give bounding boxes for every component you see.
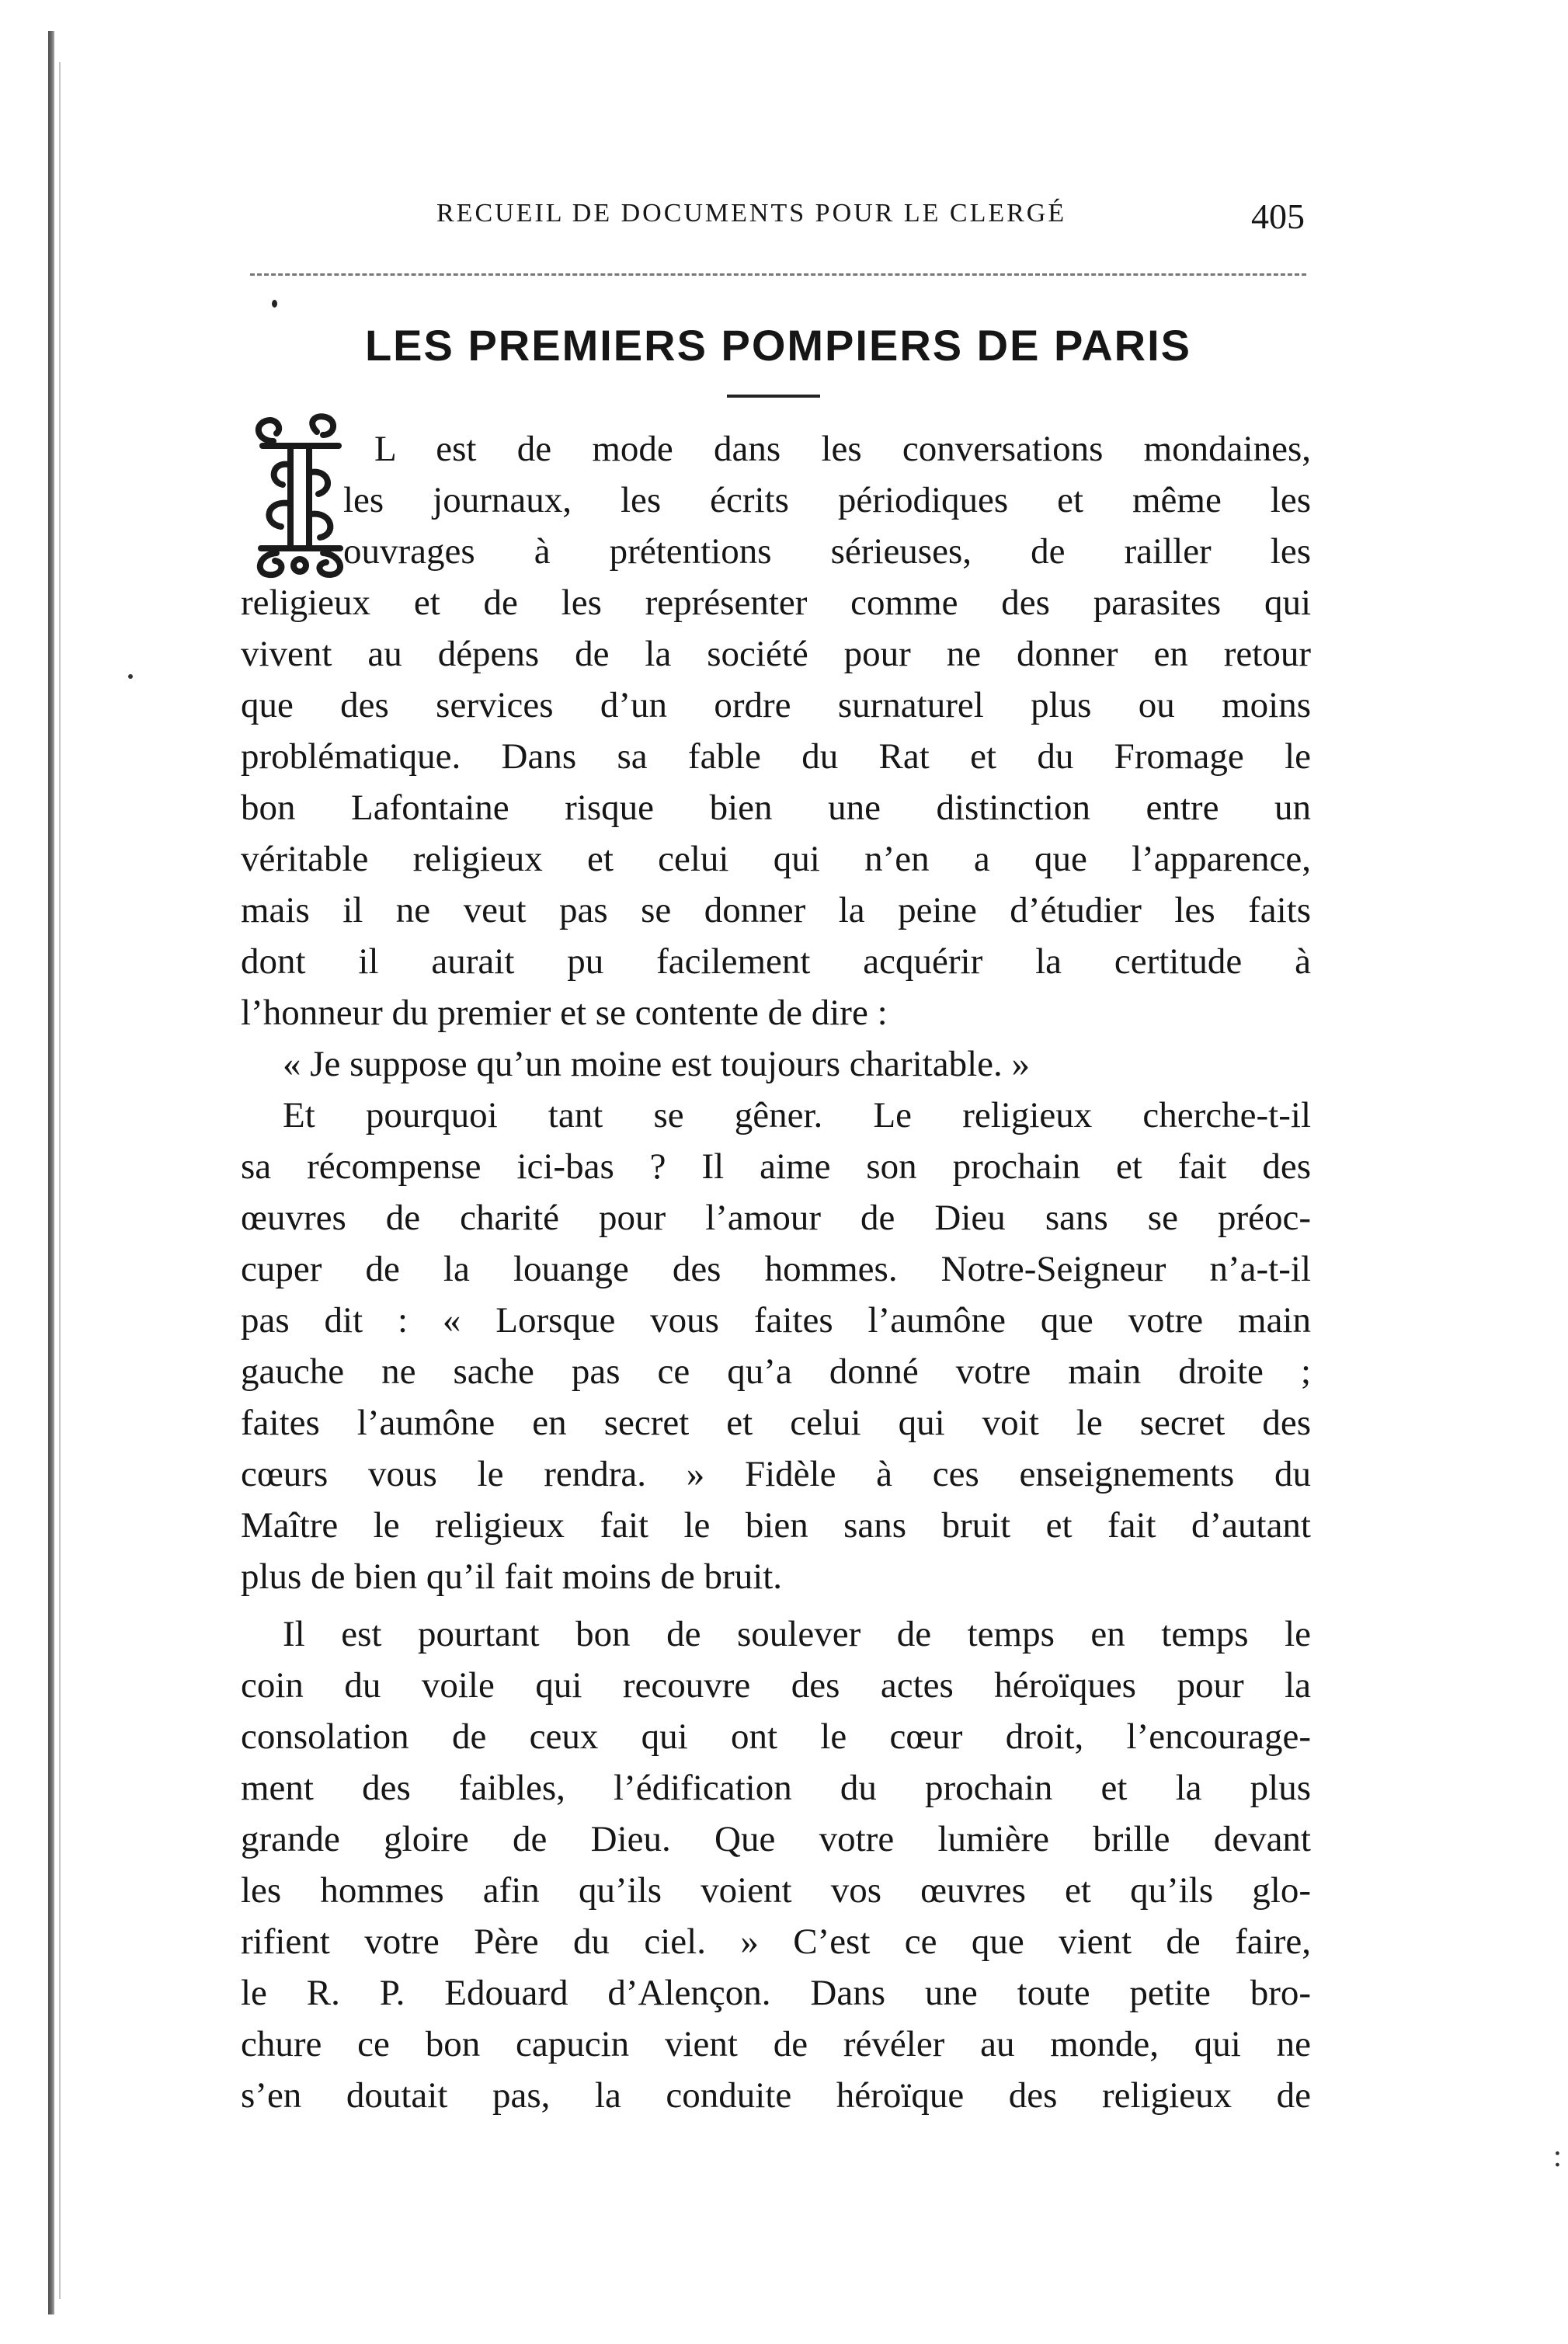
- text-line: s’en doutait pas, la conduite héroïque des religieux de: [241, 2075, 1311, 2116]
- text-line: coin du voile qui recouvre des actes héroïques pour la: [241, 1665, 1311, 1706]
- text-line: cuper de la louange des hommes. Notre-Seigneur n’a-t-il: [241, 1249, 1311, 1289]
- quote-line: « Je suppose qu’un moine est toujours charitable. »: [283, 1044, 1031, 1084]
- text-line: pas dit : « Lorsque vous faites l’aumône que votre main: [241, 1300, 1311, 1341]
- text-line: vivent au dépens de la société pour ne donner en retour: [241, 634, 1311, 674]
- text-line: problématique. Dans sa fable du Rat et du Fromage le: [241, 736, 1311, 777]
- header-rule: [250, 273, 1306, 276]
- text-line: bon Lafontaine risque bien une distinction entre un: [241, 788, 1311, 828]
- text-line: Il est pourtant bon de soulever de temps en temps le: [283, 1614, 1311, 1654]
- text-line: rifient votre Père du ciel. » C’est ce que vient de faire,: [241, 1921, 1311, 1962]
- binding-edge: [48, 31, 54, 2314]
- page-number: 405: [1251, 196, 1305, 236]
- article-body: [241, 423, 1311, 2121]
- text-line: que des services d’un ordre surnaturel plus ou moins: [241, 685, 1311, 725]
- text-line: grande gloire de Dieu. Que votre lumière brille devant: [241, 1819, 1311, 1859]
- text-line: dont il aurait pu facilement acquérir la certitude à: [241, 941, 1311, 982]
- text-line: les hommes afin qu’ils voient vos œuvres et qu’ils glo-: [241, 1870, 1311, 1911]
- text-line: gauche ne sache pas ce qu’a donné votre main droite ;: [241, 1351, 1311, 1392]
- text-line: faites l’aumône en secret et celui qui voit le secret des: [241, 1403, 1311, 1443]
- text-line: Et pourquoi tant se gêner. Le religieux cherche-t-il: [283, 1095, 1311, 1135]
- text-line: Maître le religieux fait le bien sans bruit et fait d’autant: [241, 1505, 1311, 1546]
- text-line: cœurs vous le rendra. » Fidèle à ces enseignements du: [241, 1454, 1311, 1494]
- text-line: sa récompense ici-bas ? Il aime son prochain et fait des: [241, 1146, 1311, 1187]
- ink-speck: [272, 300, 277, 308]
- edge-marks: :: [1552, 2138, 1562, 2173]
- text-line: plus de bien qu’il fait moins de bruit.: [241, 1556, 783, 1597]
- text-line: consolation de ceux qui ont le cœur droit, l’encourage-: [241, 1716, 1311, 1757]
- text-line: religieux et de les représenter comme des parasites qui: [241, 583, 1311, 623]
- text-line: les journaux, les écrits périodiques et même les: [343, 480, 1311, 520]
- ink-speck: [128, 674, 133, 679]
- title-rule: [727, 395, 820, 398]
- text-line: L est de mode dans les conversations mondaines,: [374, 429, 1311, 469]
- text-line: le R. P. Edouard d’Alençon. Dans une toute petite bro-: [241, 1973, 1311, 2013]
- text-line: véritable religieux et celui qui n’en a que l’apparence,: [241, 839, 1311, 879]
- text-line: l’honneur du premier et se contente de dire :: [241, 993, 888, 1033]
- text-line: œuvres de charité pour l’amour de Dieu sans se préoc-: [241, 1198, 1311, 1238]
- running-title: RECUEIL DE DOCUMENTS POUR LE CLERGÉ: [436, 199, 1067, 228]
- text-line: mais il ne veut pas se donner la peine d’étudier les faits: [241, 890, 1311, 930]
- running-head: [233, 196, 1305, 242]
- text-line: chure ce bon capucin vient de révéler au monde, qui ne: [241, 2024, 1311, 2064]
- article-title: LES PREMIERS POMPIERS DE PARIS: [364, 321, 1192, 370]
- binding-shadow: [59, 62, 61, 2299]
- text-line: ouvrages à prétentions sérieuses, de railler les: [343, 531, 1311, 572]
- text-line: ment des faibles, l’édification du prochain et la plus: [241, 1768, 1311, 1808]
